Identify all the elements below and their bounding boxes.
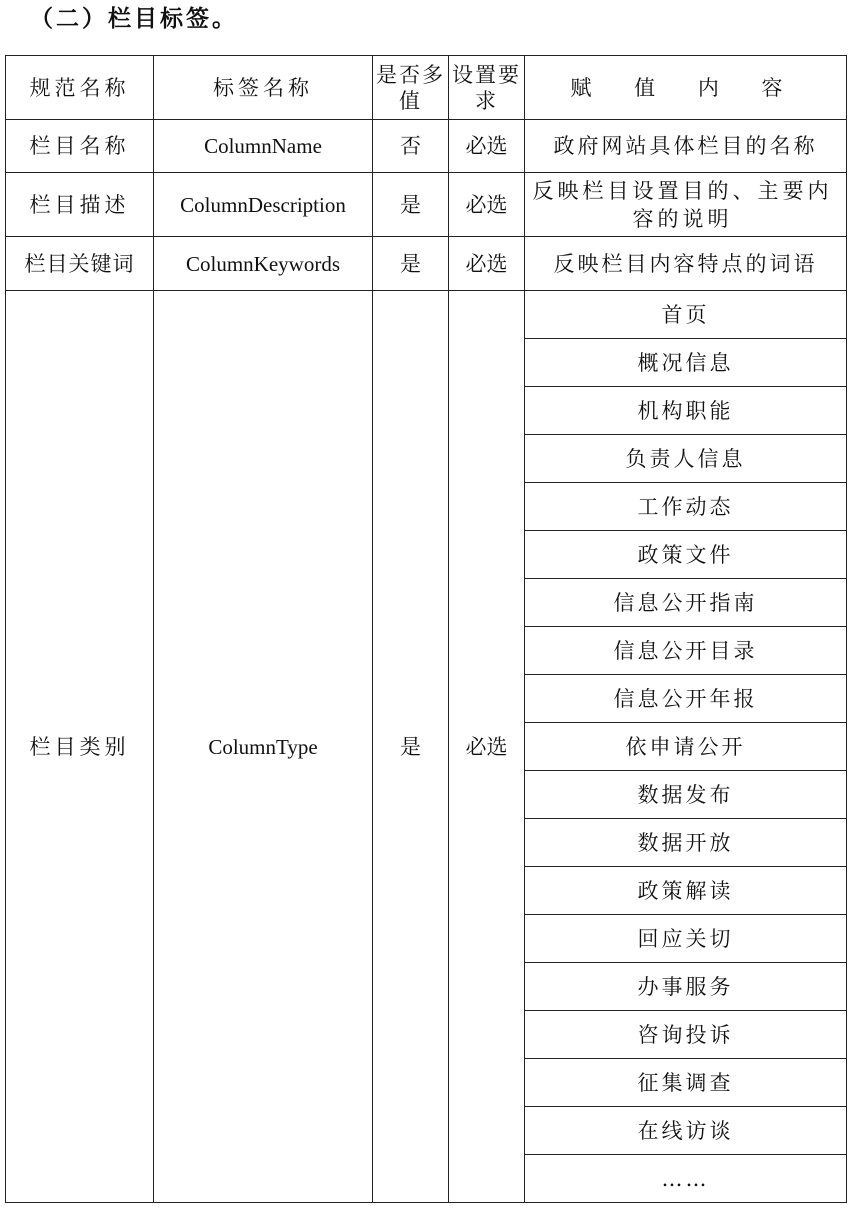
row-spec-name: 栏目名称 (6, 120, 154, 173)
row-spec-name: 栏目类别 (6, 291, 154, 1203)
row-tag-name: ColumnKeywords (154, 237, 373, 291)
row-content: 反映栏目内容特点的词语 (525, 237, 847, 291)
type-value-item: 信息公开年报 (525, 675, 847, 723)
type-value-item: 数据发布 (525, 771, 847, 819)
type-value-item: 咨询投诉 (525, 1011, 847, 1059)
type-value-item: 政策文件 (525, 531, 847, 579)
section-heading: （二）栏目标签。 (30, 5, 238, 32)
type-value-item: 办事服务 (525, 963, 847, 1011)
row-spec-name: 栏目描述 (6, 173, 154, 237)
type-value-item: 征集调查 (525, 1059, 847, 1107)
row-requirement: 必选 (449, 237, 525, 291)
row-multi-value: 是 (373, 237, 449, 291)
header-content: 赋 值 内 容 (525, 56, 847, 120)
row-multi-value: 否 (373, 120, 449, 173)
row-content: 反映栏目设置目的、主要内容的说明 (525, 173, 847, 237)
header-requirement: 设置要求 (449, 56, 525, 120)
type-value-item: 政策解读 (525, 867, 847, 915)
row-tag-name: ColumnName (154, 120, 373, 173)
type-value-item: 概况信息 (525, 339, 847, 387)
row-tag-name: ColumnType (154, 291, 373, 1203)
type-value-item: 数据开放 (525, 819, 847, 867)
type-value-item: 工作动态 (525, 483, 847, 531)
row-requirement: 必选 (449, 120, 525, 173)
type-value-item: 在线访谈 (525, 1107, 847, 1155)
type-value-item: 机构职能 (525, 387, 847, 435)
row-spec-name: 栏目关键词 (6, 237, 154, 291)
table-row (6, 173, 847, 237)
header-spec-name: 规范名称 (6, 56, 154, 120)
row-multi-value: 是 (373, 173, 449, 237)
type-value-item: 负责人信息 (525, 435, 847, 483)
type-value-item: 信息公开目录 (525, 627, 847, 675)
row-requirement: 必选 (449, 291, 525, 1203)
row-tag-name: ColumnDescription (154, 173, 373, 237)
table-row (6, 120, 847, 173)
table-header-row (6, 56, 847, 120)
type-value-item: …… (525, 1155, 847, 1203)
column-tag-table (5, 55, 847, 1203)
row-requirement: 必选 (449, 173, 525, 237)
row-content: 政府网站具体栏目的名称 (525, 120, 847, 173)
table-row (6, 237, 847, 291)
header-tag-name: 标签名称 (154, 56, 373, 120)
table-row-column-type (6, 291, 847, 339)
header-multi-value: 是否多值 (373, 56, 449, 120)
row-multi-value: 是 (373, 291, 449, 1203)
type-value-item: 依申请公开 (525, 723, 847, 771)
type-value-item: 回应关切 (525, 915, 847, 963)
type-value-item: 首页 (525, 291, 847, 339)
type-value-item: 信息公开指南 (525, 579, 847, 627)
